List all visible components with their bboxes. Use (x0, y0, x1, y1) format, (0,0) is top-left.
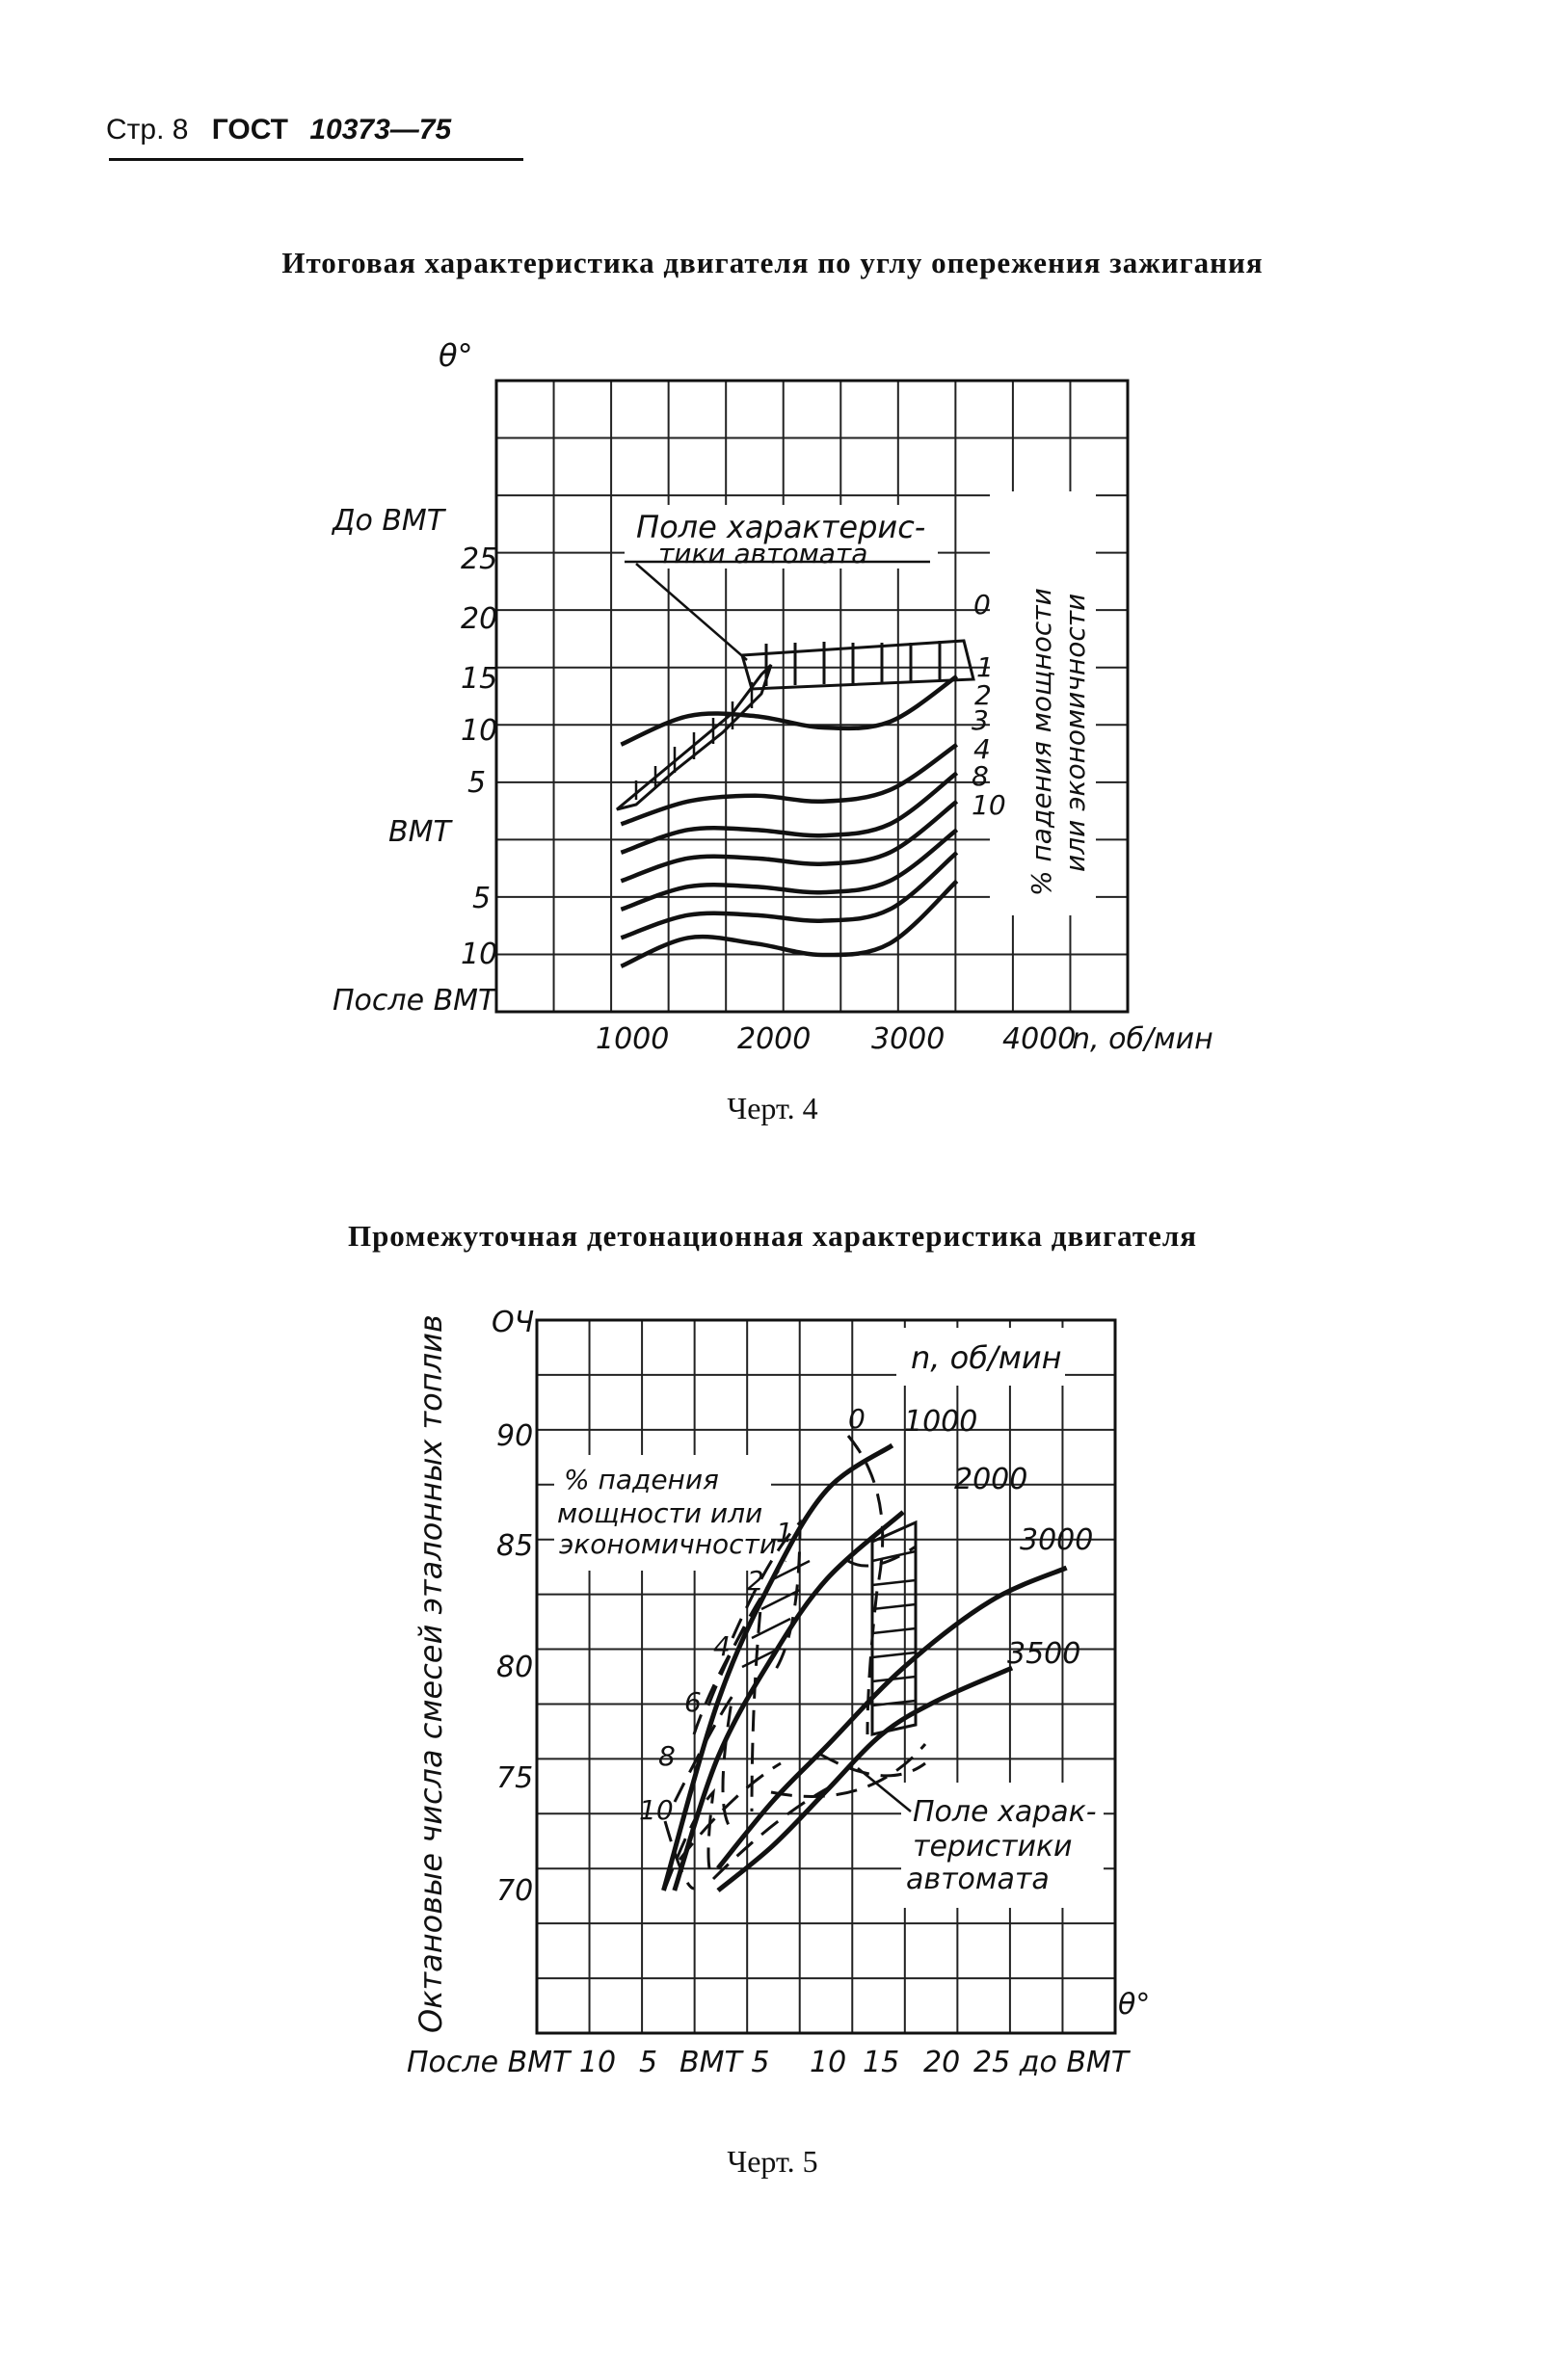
figure4-curves (621, 676, 956, 966)
figure4-curve-label: 4 (973, 733, 991, 765)
figure5-y-label: Октановые числа смесей эталонных топлив (413, 1314, 449, 2033)
figure5-chart (407, 1306, 1150, 2079)
figure4-y-label: θ° (439, 337, 473, 374)
figure5-xtick: 10 (810, 2046, 847, 2079)
figure5-frame (537, 1320, 1115, 2033)
figure5-loss-value: 6 (684, 1686, 702, 1718)
figure4-xtick: 2000 (737, 1022, 812, 1056)
figure4-ytick: 10 (461, 938, 498, 971)
figure4-ytick: 5 (472, 882, 492, 915)
figure5-field-label: Поле харак- (913, 1795, 1097, 1829)
figure4-xtick: 3000 (871, 1022, 946, 1056)
figure5-loss-value: 4 (713, 1630, 731, 1662)
figure5-speed-label: 2000 (954, 1463, 1028, 1496)
figure5-field-label: автомата (906, 1863, 1050, 1896)
figure5-loss-value: 10 (639, 1794, 674, 1826)
figure5-caption: Черт. 5 (727, 2144, 818, 2179)
figure4-field-label: Поле характерис- (636, 509, 926, 545)
figure4-side-label: % падения мощности (1026, 588, 1057, 896)
figure5-speed-label: 1000 (904, 1405, 978, 1439)
figure4-xtick: 1000 (596, 1022, 670, 1056)
figure4-ytick: 25 (461, 542, 498, 576)
figure4-curve-label: 8 (972, 760, 989, 792)
figure5-xtick: После ВМТ 10 (407, 2046, 617, 2079)
figure5-ytick: 90 (496, 1419, 534, 1453)
figure4-ytick: 10 (461, 714, 498, 748)
figure4-y-bottom-label: После ВМТ (333, 984, 496, 1018)
figure4-caption: Черт. 4 (727, 1091, 818, 1125)
figure5-xtick: 5 (639, 2046, 658, 2079)
figure4-ytick: 5 (467, 766, 487, 800)
figure5-xtick: 25 до ВМТ (973, 2046, 1130, 2079)
figure5-loss-label: мощности или (557, 1497, 763, 1529)
figure5-speed-label: 3500 (1007, 1637, 1081, 1671)
figure4-ytick: 20 (461, 602, 498, 636)
figure5-ytick: 85 (496, 1529, 534, 1563)
page-number: Стр. 8 (106, 114, 189, 145)
figure5-ytick: 80 (496, 1651, 534, 1684)
figure5-ytick: 75 (496, 1761, 534, 1795)
figure4-curve-8 (621, 853, 956, 939)
figure4-curve-label: 1 (976, 651, 994, 683)
figure5-loss-value: 1 (776, 1517, 793, 1548)
figure5-speed-header: n, об/мин (911, 1339, 1062, 1376)
figure4-title: Итоговая характеристика двигателя по углу опережения зажигания (281, 246, 1264, 279)
figure5-grid (537, 1320, 1115, 2033)
figure4-curve-label: 0 (973, 589, 991, 621)
figure4-curve-label: 10 (972, 789, 1006, 821)
figure5-y-top-label: ОЧ (492, 1306, 535, 1339)
figure5-loss-value: 0 (848, 1403, 866, 1435)
figure4-y-mid-label: ВМТ (388, 815, 451, 849)
figure4-xtick: 4000 (1002, 1022, 1077, 1056)
figure5-ytick: 70 (496, 1874, 534, 1908)
figure4-field-label: тики автомата (658, 538, 868, 569)
figure5-x-label: θ° (1118, 1988, 1151, 2022)
figure5-loss-value: 2 (747, 1565, 764, 1597)
figure5-field-label: теристики (913, 1830, 1073, 1864)
figure5-loss-label: экономичности (559, 1528, 778, 1560)
figure5-xtick: 20 (923, 2046, 961, 2079)
figure4-side-label: или экономичности (1059, 593, 1091, 872)
figure5-speed-label: 3000 (1020, 1523, 1094, 1557)
figure4-y-top-label: До ВМТ (333, 504, 445, 538)
figure5-loss-value: 8 (658, 1740, 676, 1772)
figure5-loss-label: % падения (564, 1464, 719, 1495)
figure4-ytick: 15 (461, 662, 498, 696)
standard-number: 10373—75 (309, 114, 452, 145)
figure5-xtick: ВМТ 5 (679, 2046, 770, 2079)
figure5-title: Промежуточная детонационная характеристика двигателя (347, 1219, 1198, 1253)
figure5-xtick: 15 (863, 2046, 900, 2079)
standard-label: ГОСТ (211, 114, 288, 145)
figure4-chart (331, 337, 1213, 1056)
figure4-curve-label: 2 (974, 679, 992, 711)
figure4-curve-label: 3 (972, 704, 989, 736)
figure4-x-unit: n, об/мин (1072, 1022, 1213, 1056)
